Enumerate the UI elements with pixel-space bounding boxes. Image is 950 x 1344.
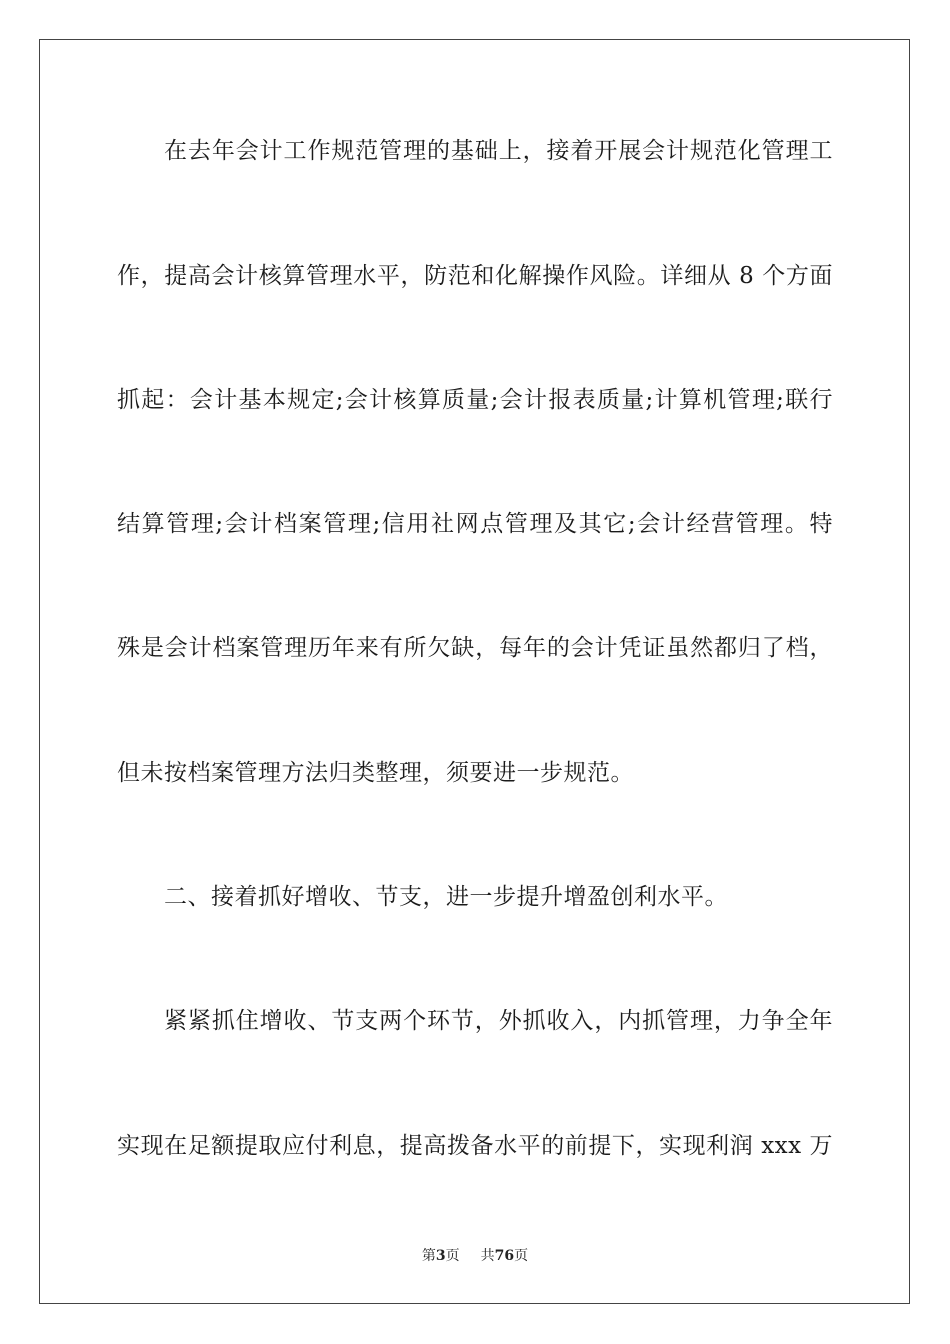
paragraph-line: 实现在足额提取应付利息，提高拨备水平的前提下，实现利润 xxx 万 [117, 1133, 833, 1159]
section-heading: 二、接着抓好增收、节支，进一步提升增盈创利水平。 [164, 884, 728, 910]
current-page-number: 3 [435, 1248, 446, 1264]
paragraph-line: 结算管理;会计档案管理;信用社网点管理及其它;会计经营管理。特 [117, 511, 833, 537]
paragraph-line: 紧紧抓住增收、节支两个环节，外抓收入，内抓管理，力争全年 [164, 1008, 833, 1034]
total-page-count: 76 [494, 1248, 515, 1264]
page-suffix: 页 [445, 1248, 460, 1264]
page-number-label [422, 1248, 464, 1264]
paragraph-line: 但未按档案管理方法归类整理，须要进一步规范。 [117, 760, 634, 786]
paragraph-line: 殊是会计档案管理历年来有所欠缺，每年的会计凭证虽然都归了档， [117, 635, 833, 661]
page-footer [0, 1247, 950, 1265]
total-suffix: 页 [514, 1248, 529, 1264]
total-pages-label [481, 1248, 528, 1264]
page-prefix: 第 [421, 1248, 436, 1264]
paragraph-line: 抓起：会计基本规定;会计核算质量;会计报表质量;计算机管理;联行 [117, 387, 833, 413]
total-prefix: 共 [480, 1248, 495, 1264]
paragraph-line: 在去年会计工作规范管理的基础上，接着开展会计规范化管理工 [164, 138, 833, 164]
page-border [39, 39, 910, 1304]
paragraph-line: 作，提高会计核算管理水平，防范和化解操作风险。详细从 8 个方面 [117, 263, 833, 289]
